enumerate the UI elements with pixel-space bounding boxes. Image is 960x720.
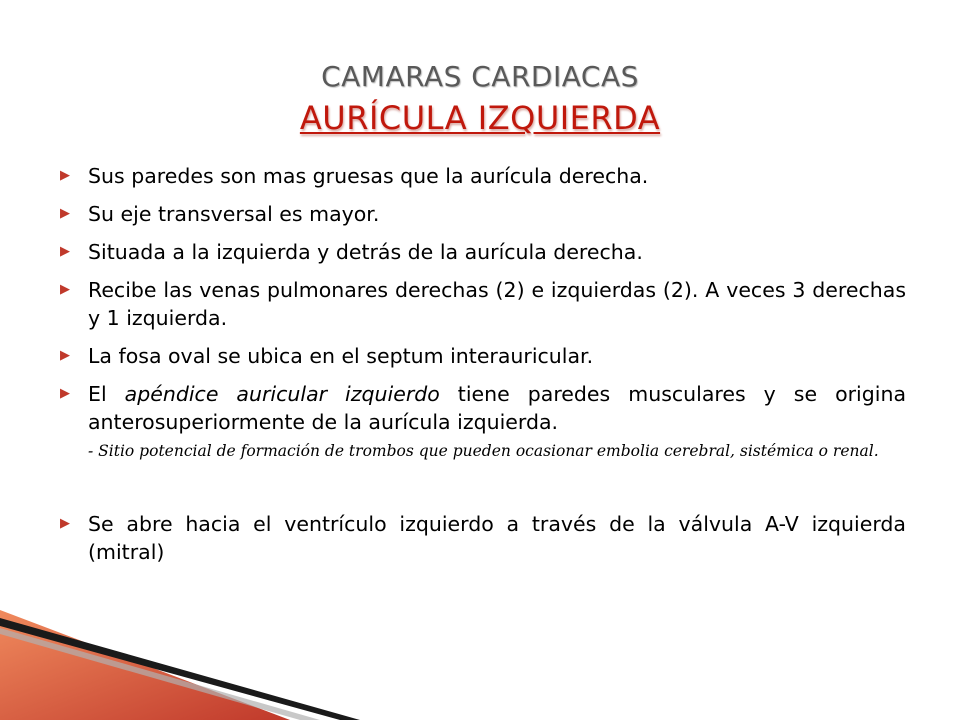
arrow-bullet-icon: ▶	[60, 516, 70, 531]
bullet-item	[60, 276, 906, 332]
bullet-text: La fosa oval se ubica en el septum interauricular.	[88, 344, 594, 368]
bullet-text: Su eje transversal es mayor.	[88, 202, 380, 226]
bullet-item	[60, 342, 906, 370]
bullet-text: Situada a la izquierda y detrás de la aurícula derecha.	[88, 240, 643, 264]
bullet-text: Sus paredes son mas gruesas que la aurícula derecha.	[88, 164, 649, 188]
bullet-text-emphasis: apéndice auricular izquierdo	[124, 382, 440, 406]
arrow-bullet-icon: ▶	[60, 244, 70, 259]
arrow-bullet-icon: ▶	[60, 168, 70, 183]
bullet-list	[60, 162, 906, 576]
bullet-item-appendix	[60, 380, 906, 436]
slide-title: CAMARAS CARDIACAS	[321, 60, 639, 93]
sub-note: - Sitio potencial de formación de trombos que pueden ocasionar embolia cerebral, sistémica o renal.	[88, 442, 879, 460]
bullet-text: Recibe las venas pulmonares derechas (2) e izquierdas (2). A veces 3 derechas y 1 izquierda.	[88, 278, 906, 330]
arrow-bullet-icon: ▶	[60, 282, 70, 297]
corner-decoration	[0, 590, 960, 720]
bullet-item	[60, 510, 906, 566]
slide-subtitle: AURÍCULA IZQUIERDA	[299, 99, 661, 137]
bullet-text: Se abre hacia el ventrículo izquierdo a través de la válvula A-V izquierda (mitral)	[88, 512, 906, 564]
arrow-bullet-icon: ▶	[60, 348, 70, 363]
bullet-item	[60, 200, 906, 228]
arrow-bullet-icon: ▶	[60, 386, 70, 401]
bullet-item	[60, 238, 906, 266]
bullet-text-suffix: tiene paredes musculares y se origina anterosuperiormente de la aurícula izquierda.	[88, 382, 907, 434]
bullet-item	[60, 162, 906, 190]
arrow-bullet-icon: ▶	[60, 206, 70, 221]
bullet-text-prefix: El	[88, 382, 125, 406]
